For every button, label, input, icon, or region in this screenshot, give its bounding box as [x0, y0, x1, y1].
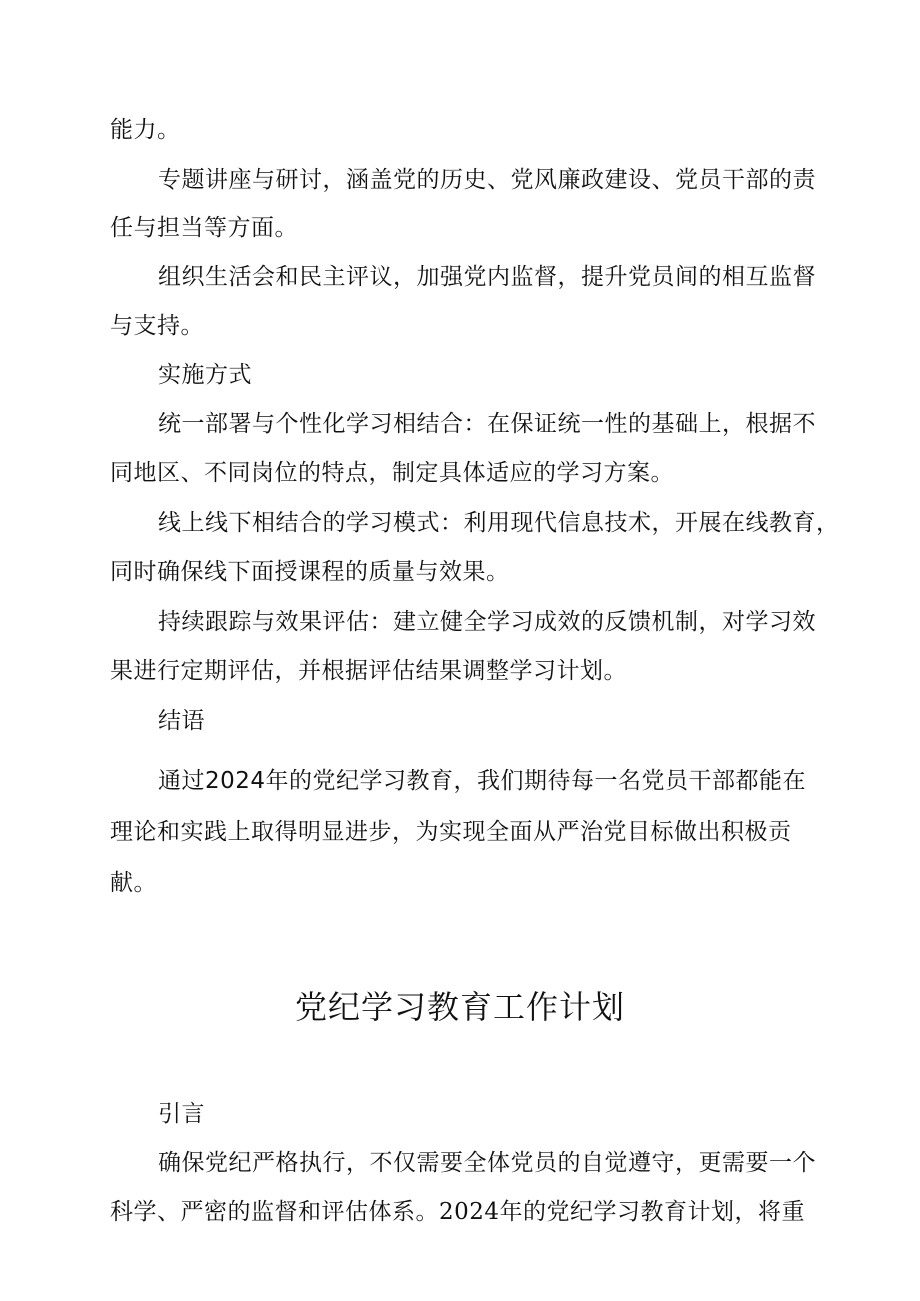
paragraph-unified-line-2: 同地区、不同岗位的特点，制定具体适应的学习方案。 — [110, 460, 674, 486]
paragraph-intro-line-2: 科学、严密的监督和评估体系。2024年的党纪学习教育计划，将重 — [110, 1199, 806, 1225]
paragraph-intro-line-1: 确保党纪严格执行，不仅需要全体党员的自觉遵守，更需要一个 — [158, 1150, 816, 1176]
paragraph-life-meeting-line-1: 组织生活会和民主评议，加强党内监督，提升党员间的相互监督 — [158, 264, 816, 290]
paragraph-tracking-line-2: 果进行定期评估，并根据评估结果调整学习计划。 — [110, 658, 627, 684]
paragraph-tracking-line-1: 持续跟踪与效果评估：建立健全学习成效的反馈机制，对学习效 — [158, 609, 816, 635]
heading-implementation: 实施方式 — [158, 362, 252, 388]
document-title: 党纪学习教育工作计划 — [294, 988, 625, 1026]
paragraph-lectures-line-2: 任与担当等方面。 — [110, 215, 298, 241]
paragraph-unified-line-1: 统一部署与个性化学习相结合：在保证统一性的基础上，根据不 — [158, 411, 816, 437]
paragraph-conclusion-line-3: 献。 — [110, 870, 157, 896]
paragraph-lectures-line-1: 专题讲座与研讨，涵盖党的历史、党风廉政建设、党员干部的责 — [158, 167, 816, 193]
heading-conclusion: 结语 — [158, 708, 205, 734]
paragraph-online-line-1: 线上线下相结合的学习模式：利用现代信息技术，开展在线教育， — [158, 510, 840, 536]
paragraph-online-line-2: 同时确保线下面授课程的质量与效果。 — [110, 559, 510, 585]
paragraph-conclusion-line-2: 理论和实践上取得明显进步，为实现全面从严治党目标做出积极贡 — [110, 819, 792, 845]
paragraph-conclusion-line-1: 通过2024年的党纪学习教育，我们期待每一名党员干部都能在 — [158, 768, 807, 794]
paragraph-end-line: 能力。 — [110, 117, 181, 143]
paragraph-life-meeting-line-2: 与支持。 — [110, 313, 204, 339]
heading-introduction: 引言 — [158, 1101, 205, 1127]
